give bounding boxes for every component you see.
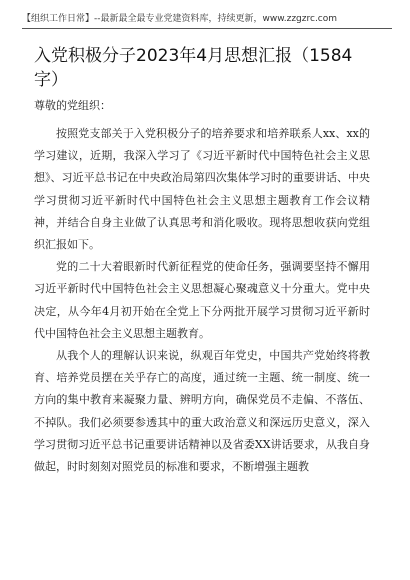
salutation: 尊敬的党组织：: [34, 99, 111, 112]
paragraph: 党的二十大着眼新时代新征程党的使命任务，强调要坚持不懈用习近平新时代中国特色社会主义思想凝心聚魂意义十分重大。党中央决定，从今年4月初开始在全党上下分两批开展学习贯彻习近平新时代中国特色社会主义思想主题教育。: [34, 260, 370, 340]
paragraph: 从我个人的理解认识来说，纵观百年党史，中国共产党始终将教育、培养党员摆在关乎存亡的高度，通过统一主题、统一制度、统一方向的集中教育来凝聚力量、辨明方向，确保党员不走偏、不落伍、不掉队。我们必须要参透其中的重大政治意义和深远历史意义，深入学习贯彻习近平总书记重要讲话精神以及省委XX讲话要求，从我自身做起，时时刻刻对照党员的标准和要求，不断增强主题教: [34, 349, 370, 474]
header-banner: 【组织工作日常】--最新最全最专业党建资料库，持续更新，www.zzgzrc.com: [22, 14, 338, 24]
paragraph: 按照党支部关于入党积极分子的培养要求和培养联系人xx、xx的学习建议，近期，我深入学习了《习近平新时代中国特色社会主义思想》、习近平总书记在中央政治局第四次集体学习时的重要讲话、中央学习贯彻习近平新时代中国特色社会主义思想主题教育工作会议精神，并结合自身主业做了认真思考和消化吸收。现将思想收获向党组织汇报如下。: [34, 127, 370, 252]
document-body: [34, 123, 370, 478]
header-divider: [22, 28, 392, 29]
document-title: 入党积极分子2023年4月思想汇报（1584字）: [34, 46, 353, 90]
